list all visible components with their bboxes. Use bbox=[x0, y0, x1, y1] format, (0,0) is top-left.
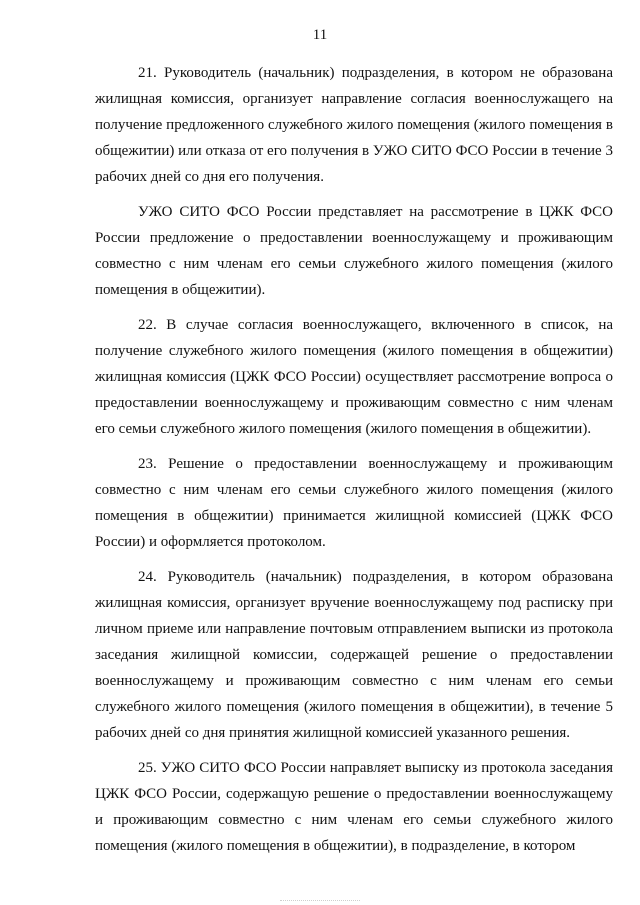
paragraph-23: 23. Решение о предоставлении военнослужащему и проживающим совместно с ним членам его семьи служебного жилого помещения (жилого помещения в общежитии) принимается жилищной комиссией (ЦЖК ФСО России) и оформляется протоколом. bbox=[95, 456, 613, 550]
document-body bbox=[95, 60, 613, 868]
paragraph-25: 25. УЖО СИТО ФСО России направляет выписку из протокола заседания ЦЖК ФСО России, содержащую решение о предоставлении военнослужащему и проживающим совместно с ним членам его семьи служебного жилого помещения (жилого помещения в общежитии), в подразделение, в котором bbox=[95, 760, 613, 854]
paragraph-21-continuation: УЖО СИТО ФСО России представляет на рассмотрение в ЦЖК ФСО России предложение о предоставлении военнослужащему и проживающим совместно с ним членам его семьи служебного жилого помещения (жилого помещения в общежитии). bbox=[95, 204, 613, 298]
page-number: 11 bbox=[312, 27, 328, 43]
paragraph-21: 21. Руководитель (начальник) подразделения, в котором не образована жилищная комиссия, организует направление согласия военнослужащего на получение предложенного служебного жилого помещения (жилого помещения в общежитии) или отказа от его получения в УЖО СИТО ФСО России в течение 3 рабочих дней со дня его получения. bbox=[95, 65, 613, 185]
paragraph-22: 22. В случае согласия военнослужащего, включенного в список, на получение служебного жилого помещения (жилого помещения в общежитии) жилищная комиссия (ЦЖК ФСО России) осуществляет рассмотрение вопроса о предоставлении военнослужащему и проживающим совместно с ним членам его семьи служебного жилого помещения (жилого помещения в общежитии). bbox=[95, 317, 613, 437]
paragraph-24: 24. Руководитель (начальник) подразделения, в котором образована жилищная комиссия, организует вручение военнослужащему под расписку при личном приеме или направление почтовым отправлением выписки из протокола заседания жилищной комиссии, содержащей решение о предоставлении военнослужащему и проживающим совместно с ним членам его семьи служебного жилого помещения (жилого помещения в общежитии), в течение 5 рабочих дней со дня принятия жилищной комиссией указанного решения. bbox=[95, 569, 613, 741]
footer-divider bbox=[280, 900, 360, 902]
